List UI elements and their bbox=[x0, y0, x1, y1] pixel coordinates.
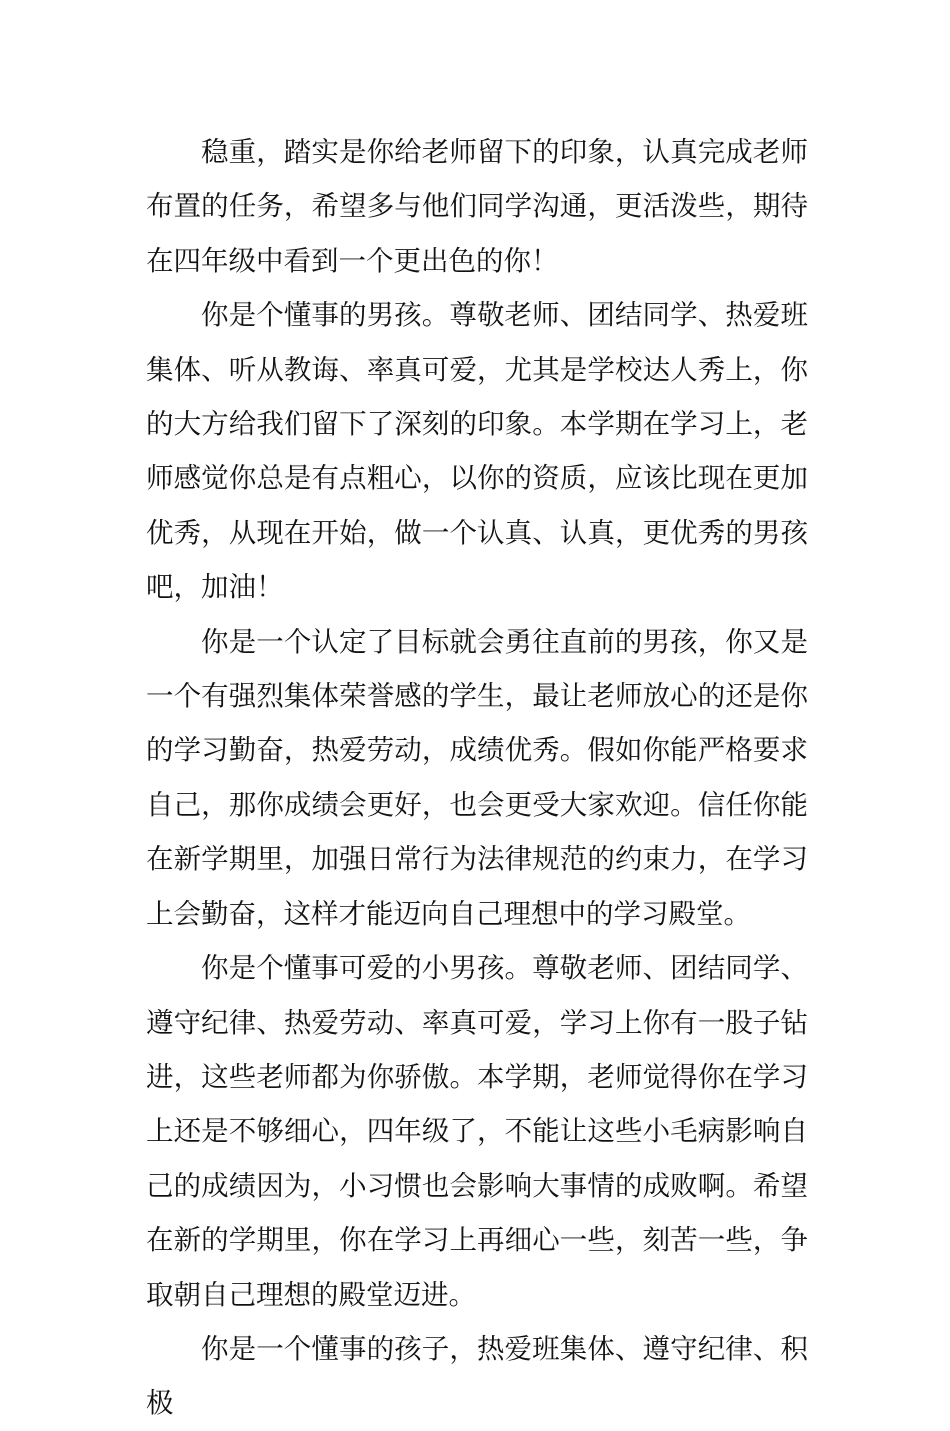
paragraph-1: 稳重，踏实是你给老师留下的印象，认真完成老师布置的任务，希望多与他们同学沟通，更活泼些，期待在四年级中看到一个更出色的你！ bbox=[146, 136, 808, 277]
paragraph-4: 你是个懂事可爱的小男孩。尊敬老师、团结同学、遵守纪律、热爱劳动、率真可爱，学习上你有一股子钻进，这些老师都为你骄傲。本学期，老师觉得你在学习上还是不够细心，四年级了，不能让这些小毛病影响自己的成绩因为，小习惯也会影响大事情的成败啊。希望在新的学期里，你在学习上再细心一些，刻苦一些，争取朝自己理想的殿堂迈进。 bbox=[146, 952, 808, 1311]
paragraph-3: 你是一个认定了目标就会勇往直前的男孩，你又是一个有强烈集体荣誉感的学生，最让老师放心的还是你的学习勤奋，热爱劳动，成绩优秀。假如你能严格要求自己，那你成绩会更好，也会更受大家欢迎。信任你能在新学期里，加强日常行为法律规范的约束力，在学习上会勤奋，这样才能迈向自己理想中的学习殿堂。 bbox=[146, 625, 808, 930]
paragraph-5: 你是一个懂事的孩子，热爱班集体、遵守纪律、积极 bbox=[146, 1332, 808, 1420]
paragraph-2: 你是个懂事的男孩。尊敬老师、团结同学、热爱班集体、听从教诲、率真可爱，尤其是学校达人秀上，你的大方给我们留下了深刻的印象。本学期在学习上，老师感觉你总是有点粗心，以你的资质，应该比现在更加优秀，从现在开始，做一个认真、认真，更优秀的男孩吧，加油！ bbox=[146, 299, 808, 604]
document-body bbox=[146, 125, 808, 1431]
